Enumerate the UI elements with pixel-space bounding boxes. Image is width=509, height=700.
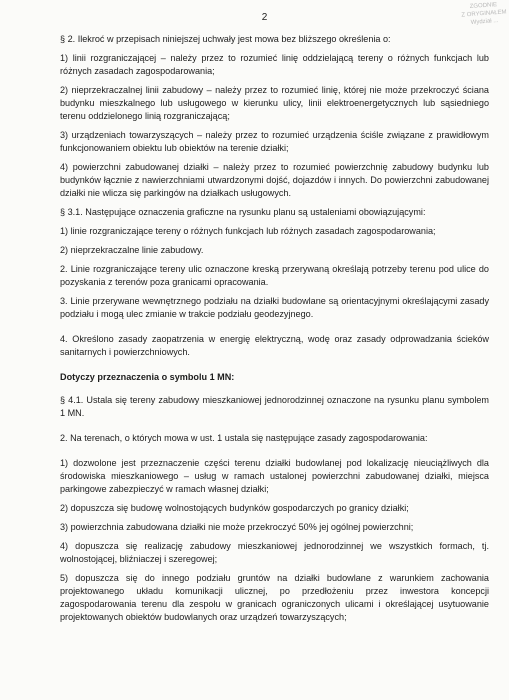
rule-3: 3) powierzchnia zabudowana działki nie może przekroczyć 50% jej ogólnej powierzchni; [60,522,414,532]
section-2-intro: § 2. Ilekroć w przepisach niniejszej uchwały jest mowa bez bliższego określenia o: [60,34,391,44]
section-4-point-2: 2. Na terenach, o których mowa w ust. 1 ustala się następujące zasady zagospodarowania: [60,433,428,443]
section-3-point-4: 4. Określono zasady zaopatrzenia w energię elektryczną, wodę oraz zasady odprowadzania ścieków sanitarnych i powierzchniowych. [60,334,489,357]
section-3-point-3: 3. Linie przerywane wewnętrznego podziału na działki budowlane są orientacyjnymi określającymi zasady podziału i mogą ulec zmianie w trakcie podziału geodezyjnego. [60,296,489,319]
rule-1: 1) dozwolone jest przeznaczenie części terenu działki budowlanej pod lokalizację nieuciążliwych dla środowiska mieszkaniowego – usług w ramach ustalonej powierzchni zabudowanej działki, miejsca parkingowe zabezpieczyć w ramach własnej działki; [60,458,489,494]
definition-1: 1) linii rozgraniczającej – należy przez to rozumieć linię oddzielającą tereny o różnych funkcjach lub różnych zasadach zagospodarowania; [60,53,489,76]
graphic-mark-1: 1) linie rozgraniczające tereny o różnych funkcjach lub różnych zasadach zagospodarowania; [60,226,436,236]
definition-2: 2) nieprzekraczalnej linii zabudowy – należy przez to rozumieć linię, której nie może przekroczyć ściana budynku mieszkalnego lub usługowego w kierunku ulicy, linii elektroenergetycznych lub sąsiedniego terenu oddzielonego linią rozgraniczającą; [60,85,489,121]
rule-2: 2) dopuszcza się budowę wolnostojących budynków gospodarczych po granicy działki; [60,503,409,513]
heading-1mn: Dotyczy przeznaczenia o symbolu 1 MN: [60,372,235,382]
rule-4: 4) dopuszcza się realizację zabudowy mieszkaniowej jednorodzinnej we wszystkich formach, tj. wolnostojącej, bliźniaczej i szeregowej; [60,541,489,564]
definition-3: 3) urządzeniach towarzyszących – należy przez to rozumieć urządzenia ściśle związane z prawidłowym funkcjonowaniem obiektu lub obiektów na terenie działki; [60,130,489,153]
stamp-line-3: Wydział ... [470,18,499,26]
section-3-intro: § 3.1. Następujące oznaczenia graficzne na rysunku planu są ustaleniami obowiązującymi: [60,207,426,217]
page-number: 2 [261,12,268,23]
section-4-point-1: § 4.1. Ustala się tereny zabudowy mieszkaniowej jednorodzinnej oznaczone na rysunku planu symbolem 1 MN. [60,395,489,418]
rule-5: 5) dopuszcza się do innego podziału gruntów na działki budowlane z warunkiem zachowania projektowanego układu komunikacji ulicznej, po przedłożeniu przez inwestora koncepcji zagospodarowania terenu dla zespołu w granicach ograniczonych ulicami i określającej usytuowanie projektowanych obiektów budowlanych oraz urządzeń towarzyszących; [60,573,489,622]
section-3-point-2: 2. Linie rozgraniczające tereny ulic oznaczone kreską przerywaną określają potrzeby terenu pod ulice do pozyskania z terenów poza granicami opracowania. [60,264,489,287]
faded-stamp [460,0,508,27]
definition-4: 4) powierzchni zabudowanej działki – należy przez to rozumieć powierzchnię zabudowy budynku lub budynków łącznie z nawierzchniami utwardzonymi dojść, dojazdów i innych. Do powierzchni zabudowanej działki nie wlicza się parkingów na działkach usługowych. [60,162,489,198]
stamp-line-1: ZGODNIE [469,2,498,10]
graphic-mark-2: 2) nieprzekraczalne linie zabudowy. [60,245,204,255]
stamp-line-2: Z ORYGINAŁEM [461,9,507,19]
